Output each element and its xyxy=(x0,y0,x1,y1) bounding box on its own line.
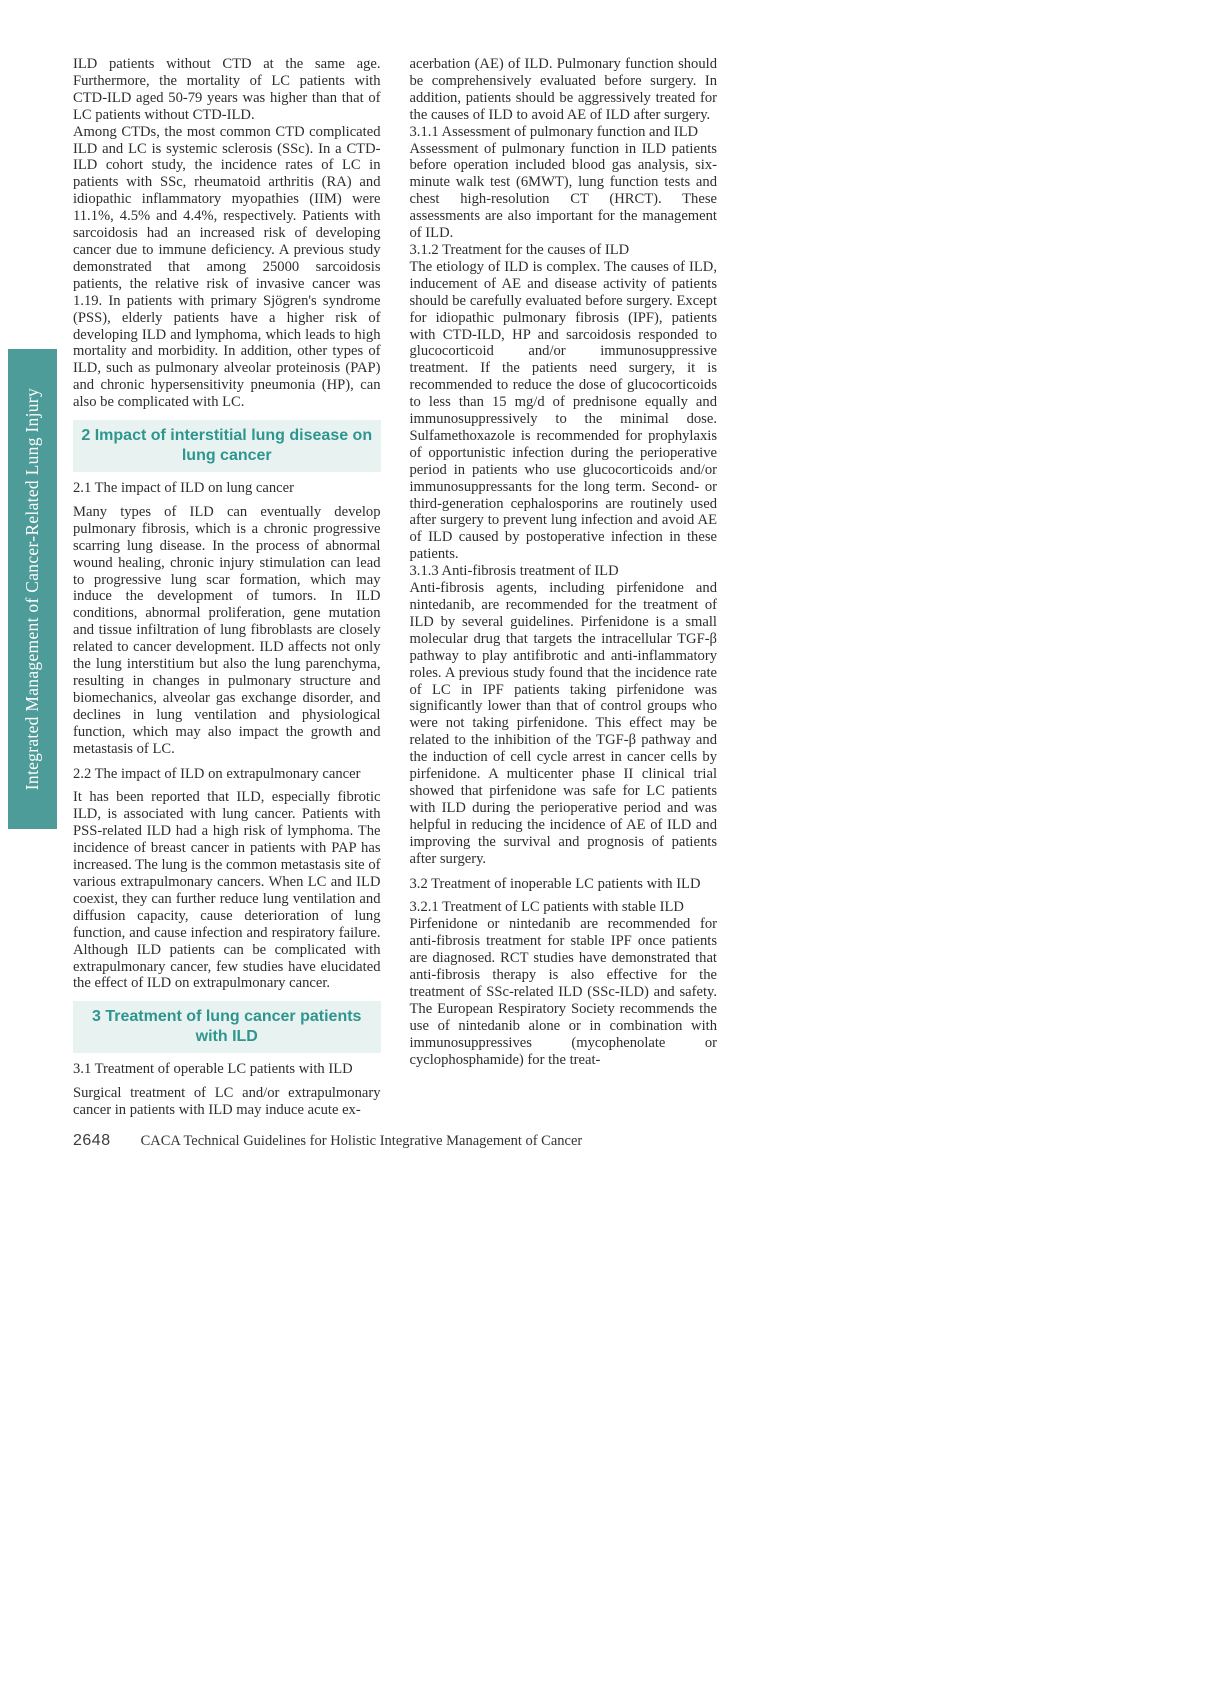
heading-3-2-1: 3.2.1 Treatment of LC patients with stable ILD xyxy=(409,899,684,916)
chapter-sidebar-label: Integrated Management of Cancer-Related Lung Injury xyxy=(22,387,42,791)
left-column xyxy=(73,56,381,1119)
paragraph-ctd-mortality: ILD patients without CTD at the same age. Furthermore, the mortality of LC patients with CTD-ILD aged 50-79 years was higher than that of LC patients without CTD-ILD. xyxy=(73,56,381,123)
paragraph-3-1-continued: acerbation (AE) of ILD. Pulmonary function should be comprehensively evaluated before surgery. In addition, patients should be aggressively treated for the causes of ILD to avoid AE of ILD after surgery. xyxy=(409,56,717,123)
page-footer xyxy=(73,1132,773,1150)
heading-3-1-3: 3.1.3 Anti-fibrosis treatment of ILD xyxy=(409,563,619,580)
paragraph-3-2-1: Pirfenidone or nintedanib are recommended for anti-fibrosis treatment for stable IPF once patients are diagnosed. RCT studies have demonstrated that anti-fibrosis therapy is also effective for the treatment of SSc-related ILD (SSc-ILD) and safety. The European Respiratory Society recommends the use of nintedanib alone or in combination with immunosuppressives (mycophenolate or cyclophosphamide) for the treat- xyxy=(409,916,717,1068)
paragraph-among-ctds: Among CTDs, the most common CTD complicated ILD and LC is systemic sclerosis (SSc). In a CTD-ILD cohort study, the incidence rates of LC in patients with SSc, rheumatoid arthritis (RA) and idiopathic inflammatory myopathies (IIM) were 11.1%, 4.5% and 4.4%, respectively. Patients with sarcoidosis had an increased risk of developing cancer due to immune deficiency. A previous study demonstrated that among 25000 sarcoidosis patients, the relative risk of invasive cancer was 1.19. In patients with primary Sjögren's syndrome (PSS), elderly patients have a higher risk of developing ILD and lymphoma, which leads to high mortality and morbidity. In addition, other types of ILD, such as pulmonary alveolar proteinosis (PAP) and chronic hypersensitivity pneumonia (HP), can also be complicated with LC. xyxy=(73,123,381,411)
heading-3-1-1: 3.1.1 Assessment of pulmonary function and ILD xyxy=(409,123,699,140)
heading-3-2: 3.2 Treatment of inoperable LC patients with ILD xyxy=(409,875,701,892)
page-body xyxy=(73,56,717,1119)
heading-3-1-2: 3.1.2 Treatment for the causes of ILD xyxy=(409,241,630,258)
heading-2-1: 2.1 The impact of ILD on lung cancer xyxy=(73,480,294,497)
paragraph-3-1-2: The etiology of ILD is complex. The causes of ILD, inducement of AE and disease activity of patients should be carefully evaluated before surgery. Except for idiopathic pulmonary fibrosis (IPF), patients with CTD-ILD, HP and sarcoidosis responded to glucocorticoid and/or immunosuppressive treatment. If the patients need surgery, it is recommended to reduce the dose of glucocorticoids to less than 15 mg/d of prednisone equally and immunosuppressively to the minimal dose. Sulfamethoxazole is recommended for prophylaxis of opportunistic infection during the perioperative period in patients who use glucocorticoids and/or immunosuppressants for the long term. Second- or third-generation cephalosporins are routinely used after surgery to prevent lung infection and avoid AE of ILD caused by postoperative infection in these patients. xyxy=(409,258,717,563)
paragraph-3-1-1: Assessment of pulmonary function in ILD patients before operation included blood gas analysis, six-minute walk test (6MWT), lung function tests and chest high-resolution CT (HRCT). These assessments are also important for the management of ILD. xyxy=(409,140,717,242)
chapter-sidebar-tab xyxy=(8,349,57,829)
heading-2-2: 2.2 The impact of ILD on extrapulmonary cancer xyxy=(73,765,361,782)
paragraph-3-1: Surgical treatment of LC and/or extrapulmonary cancer in patients with ILD may induce acute ex- xyxy=(73,1085,381,1119)
heading-3-1: 3.1 Treatment of operable LC patients with ILD xyxy=(73,1061,353,1078)
paragraph-2-1: Many types of ILD can eventually develop pulmonary fibrosis, which is a chronic progressive scarring lung disease. In the process of abnormal wound healing, chronic injury stimulation can lead to progressive lung scar formation, which may induce the development of tumors. In ILD conditions, abnormal proliferation, gene mutation and tissue infiltration of lung fibroblasts are closely related to cancer development. ILD affects not only the lung interstitium but also the lung parenchyma, resulting in changes in pulmonary structure and biomechanics, alveolar gas exchange disorder, and declines in lung ventilation and physiological function, which may also impact the growth and metastasis of LC. xyxy=(73,503,381,757)
running-footer-title: CACA Technical Guidelines for Holistic Integrative Management of Cancer xyxy=(140,1133,583,1149)
paragraph-2-2: It has been reported that ILD, especially fibrotic ILD, is associated with lung cancer. Patients with PSS-related ILD had a high risk of lymphoma. The incidence of breast cancer in patients with PAP has increased. The lung is the common metastasis site of various extrapulmonary cancers. When LC and ILD coexist, they can further reduce lung ventilation and diffusion capacity, cause deterioration of lung function, and cause infection and respiratory failure. Although ILD patients can be complicated with extrapulmonary cancer, few studies have elucidated the effect of ILD on extrapulmonary cancer. xyxy=(73,789,381,992)
section-3-header: 3 Treatment of lung cancer patients with ILD xyxy=(73,1001,381,1053)
section-2-header: 2 Impact of interstitial lung disease on lung cancer xyxy=(73,420,381,472)
paragraph-3-1-3: Anti-fibrosis agents, including pirfenidone and nintedanib, are recommended for the treatment of ILD by several guidelines. Pirfenidone is a small molecular drug that targets the intracellular TGF-β pathway to play antifibrotic and anti-inflammatory roles. A previous study found that the incidence rate of LC in IPF patients taking pirfenidone was significantly lower than that of control groups who were not taking pirfenidone. This effect may be related to the inhibition of the TGF-β pathway and the induction of cell cycle arrest in cancer cells by pirfenidone. A multicenter phase II clinical trial showed that pirfenidone was safe for LC patients with ILD during the perioperative period and was helpful in reducing the incidence of AE of ILD and improving the survival and prognosis of patients after surgery. xyxy=(409,580,717,867)
right-column xyxy=(410,56,718,1119)
page-number: 2648 xyxy=(73,1132,111,1149)
